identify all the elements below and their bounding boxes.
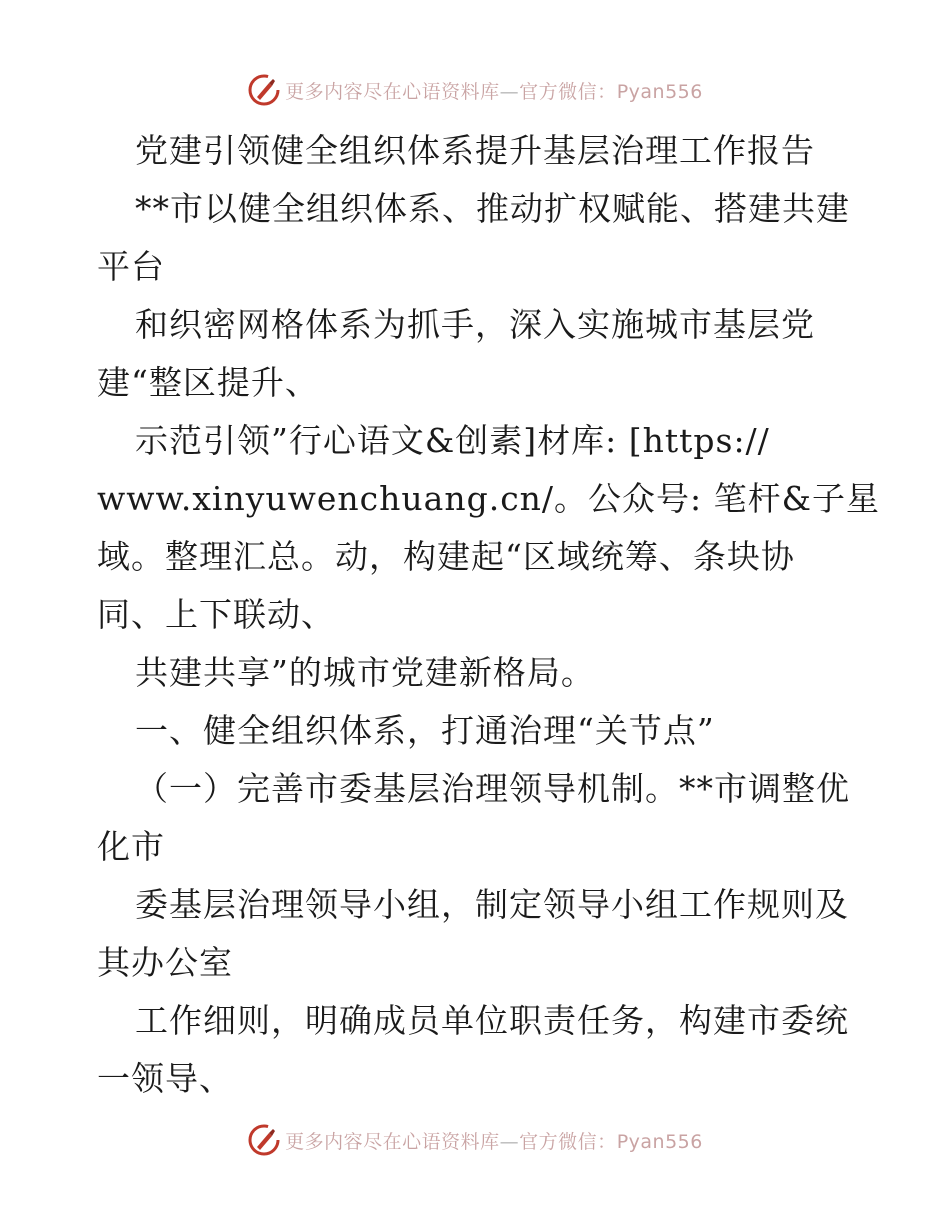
paragraph-line: 和织密网格体系为抓手，深入实施城市基层党 xyxy=(135,305,815,344)
document-body xyxy=(97,122,881,1108)
watermark-wechat-label: 官方微信： xyxy=(519,1130,617,1153)
paragraph-line: **市以健全组织体系、推动扩权赋能、搭建共建 xyxy=(135,189,850,228)
footer-watermark xyxy=(0,1120,950,1160)
watermark-wechat-label: 官方微信： xyxy=(519,80,617,103)
paragraph-line: 化市 xyxy=(97,827,165,866)
watermark-separator: — xyxy=(499,1130,520,1153)
paragraph-line: 委基层治理领导小组，制定领导小组工作规则及 xyxy=(135,885,849,924)
fountain-pen-logo-icon xyxy=(247,1123,281,1157)
fountain-pen-logo-icon xyxy=(247,73,281,107)
watermark-brand: 更多内容尽在心语资料库 xyxy=(285,80,500,103)
watermark-separator: — xyxy=(499,80,520,103)
paragraph-line: 平台 xyxy=(97,247,165,286)
header-watermark xyxy=(0,70,950,110)
watermark-brand: 更多内容尽在心语资料库 xyxy=(285,1130,500,1153)
watermark-wechat-id: Pyan556 xyxy=(616,80,703,103)
section-heading: 一、健全组织体系，打通治理“关节点” xyxy=(135,711,715,750)
paragraph-line: 工作细则，明确成员单位职责任务，构建市委统 xyxy=(135,1001,849,1040)
subsection-heading: （一）完善市委基层治理领导机制。**市调整优 xyxy=(135,769,850,808)
paragraph-line: 一领导、 xyxy=(97,1059,233,1098)
document-title: 党建引领健全组织体系提升基层治理工作报告 xyxy=(135,131,815,170)
paragraph-line: www.xinyuwenchuang.cn/。公众号: 笔杆&子星 xyxy=(97,479,881,518)
paragraph-line: 其办公室 xyxy=(97,943,233,982)
watermark-wechat-id: Pyan556 xyxy=(616,1130,703,1153)
paragraph-line: 域。整理汇总。动，构建起“区域统筹、条块协 xyxy=(97,537,795,576)
paragraph-line: 同、上下联动、 xyxy=(97,595,335,634)
watermark-text xyxy=(285,1127,703,1154)
paragraph-line: 示范引领”行心语文&创素]材库: [https:// xyxy=(135,421,770,460)
watermark-text xyxy=(285,77,703,104)
paragraph-line: 建“整区提升、 xyxy=(97,363,319,402)
paragraph-line: 共建共享”的城市党建新格局。 xyxy=(135,653,595,692)
